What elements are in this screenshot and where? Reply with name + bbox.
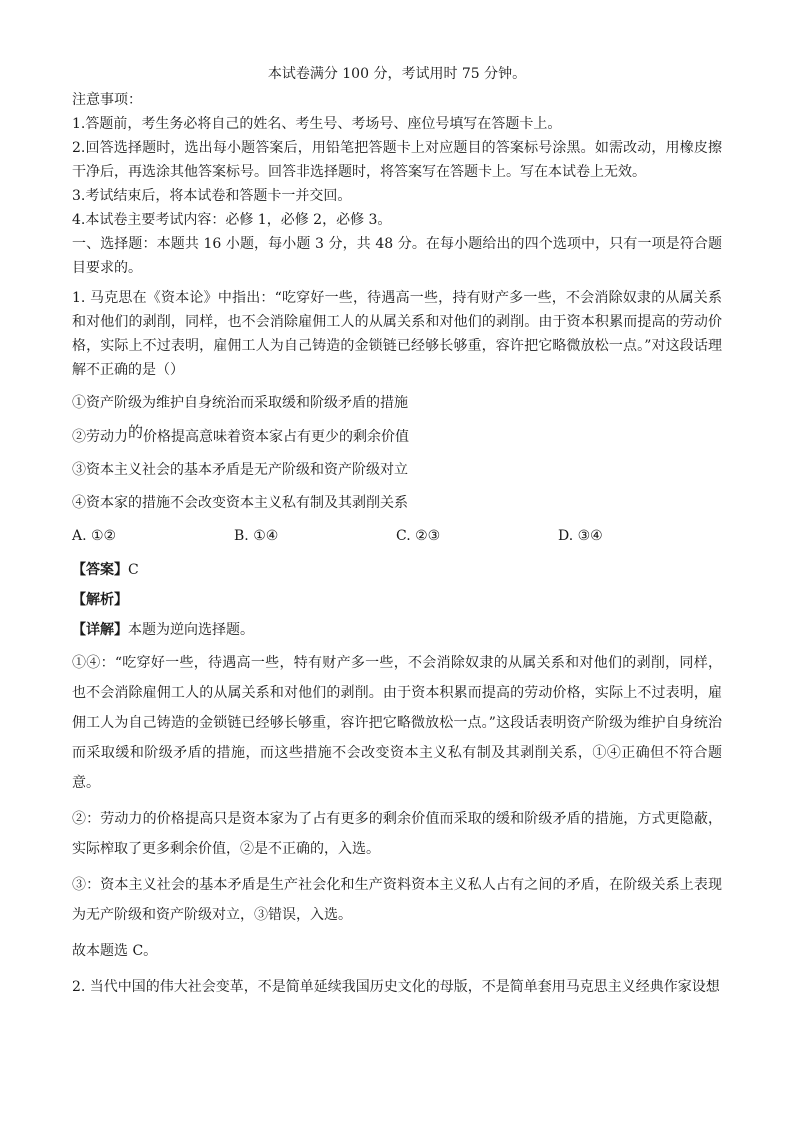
answer-label: 【答案】 — [72, 562, 128, 578]
conclusion: 故本题选 C。 — [72, 943, 158, 959]
statement-2 — [72, 424, 722, 449]
exam-content — [72, 88, 722, 1002]
statement-1: ①资产阶级为维护自身统治而采取缓和阶级矛盾的措施 — [72, 395, 408, 411]
statement-4: ④资本家的措施不会改变资本主义私有制及其剥削关系 — [72, 495, 408, 511]
statement-2-post: 价格提高意味着资本家占有更少的剩余价值 — [143, 429, 410, 445]
explanation-3: ③：资本主义社会的基本矛盾是生产社会化和生产资料资本主义私人占有之间的矛盾，在阶级关系上表现为无产阶级和资产阶级对立，③错误，入选。 — [72, 877, 722, 923]
explanation-1-4: ①④：“吃穿好一些，待遇高一些，特有财产多一些，不会消除奴隶的从属关系和对他们的剥削，同样，也不会消除雇佣工人的从属关系和对他们的剥削。由于资本积累而提高的劳动价格，实际上不过表明，雇佣工人为自己铸造的金锁链已经够长够重，容许把它略微放松一点。”这段话表明资产阶级为维护自身统治而采取缓和阶级矛盾的措施，而这些措施不会改变资本主义私有制及其剥削关系，①④正确但不符合题意。 — [72, 655, 722, 791]
question-2-stem: 2. 当代中国的伟大社会变革，不是简单延续我国历史文化的母版，不是简单套用马克思主义经典作家设想 — [72, 979, 720, 995]
detail-line — [72, 618, 722, 642]
analysis-label — [72, 588, 722, 612]
choice-c: C. ②③ — [396, 528, 441, 544]
detail-intro: 本题为逆向选择题。 — [128, 622, 254, 638]
question-1-stem: 1. 马克思在《资本论》中指出：“吃穿好一些，待遇高一些，持有财产多一些，不会消除奴隶的从属关系和对他们的剥削，同样，也不会消除雇佣工人的从属关系和对他们的剥削。由于资本积累而提高的劳动价格，实际上不过表明，雇佣工人为自己铸造的金锁链已经够长够重，容许把它略微放松一点。”对这段话理解不正确的是（） — [72, 290, 722, 378]
statement-2-sup: 的 — [128, 423, 144, 441]
choice-b: B. ①④ — [234, 528, 279, 544]
notice-item: 4.本试卷主要考试内容：必修 1，必修 2，必修 3。 — [72, 212, 392, 228]
notice-item: 1.答题前，考生务必将自己的姓名、考生号、考场号、座位号填写在答题卡上。 — [72, 116, 562, 132]
answer-line — [72, 558, 722, 582]
statement-3: ③资本主义社会的基本矛盾是无产阶级和资产阶级对立 — [72, 462, 408, 478]
statement-2-pre: ②劳动力 — [72, 429, 128, 445]
notice-item: 2.回答选择题时，选出每小题答案后，用铅笔把答题卡上对应题目的答案标号涂黑。如需改动，用橡皮擦干净后，再选涂其他答案标号。回答非选择题时，将答案写在答题卡上。写在本试卷上无效。 — [72, 140, 722, 180]
notice-heading: 注意事项： — [72, 92, 142, 108]
choice-d: D. ③④ — [558, 528, 603, 544]
answer-choices — [72, 524, 722, 548]
detail-label: 【详解】 — [72, 622, 128, 638]
choice-a: A. ①② — [72, 528, 117, 544]
explanation-2: ②：劳动力的价格提高只是资本家为了占有更多的剩余价值而采取的缓和阶级矛盾的措施，方式更隐蔽，实际榨取了更多剩余价值，②是不正确的，入选。 — [72, 811, 722, 857]
notice-item: 3.考试结束后，将本试卷和答题卡一并交回。 — [72, 188, 352, 204]
exam-title: 本试卷满分 100 分，考试用时 75 分钟。 — [267, 66, 527, 82]
section-heading: 一、选择题：本题共 16 小题，每小题 3 分，共 48 分。在每小题给出的四个选项中，只有一项是符合题目要求的。 — [72, 236, 722, 276]
answer-value: C — [128, 562, 139, 578]
analysis-label-text: 【解析】 — [72, 592, 128, 608]
